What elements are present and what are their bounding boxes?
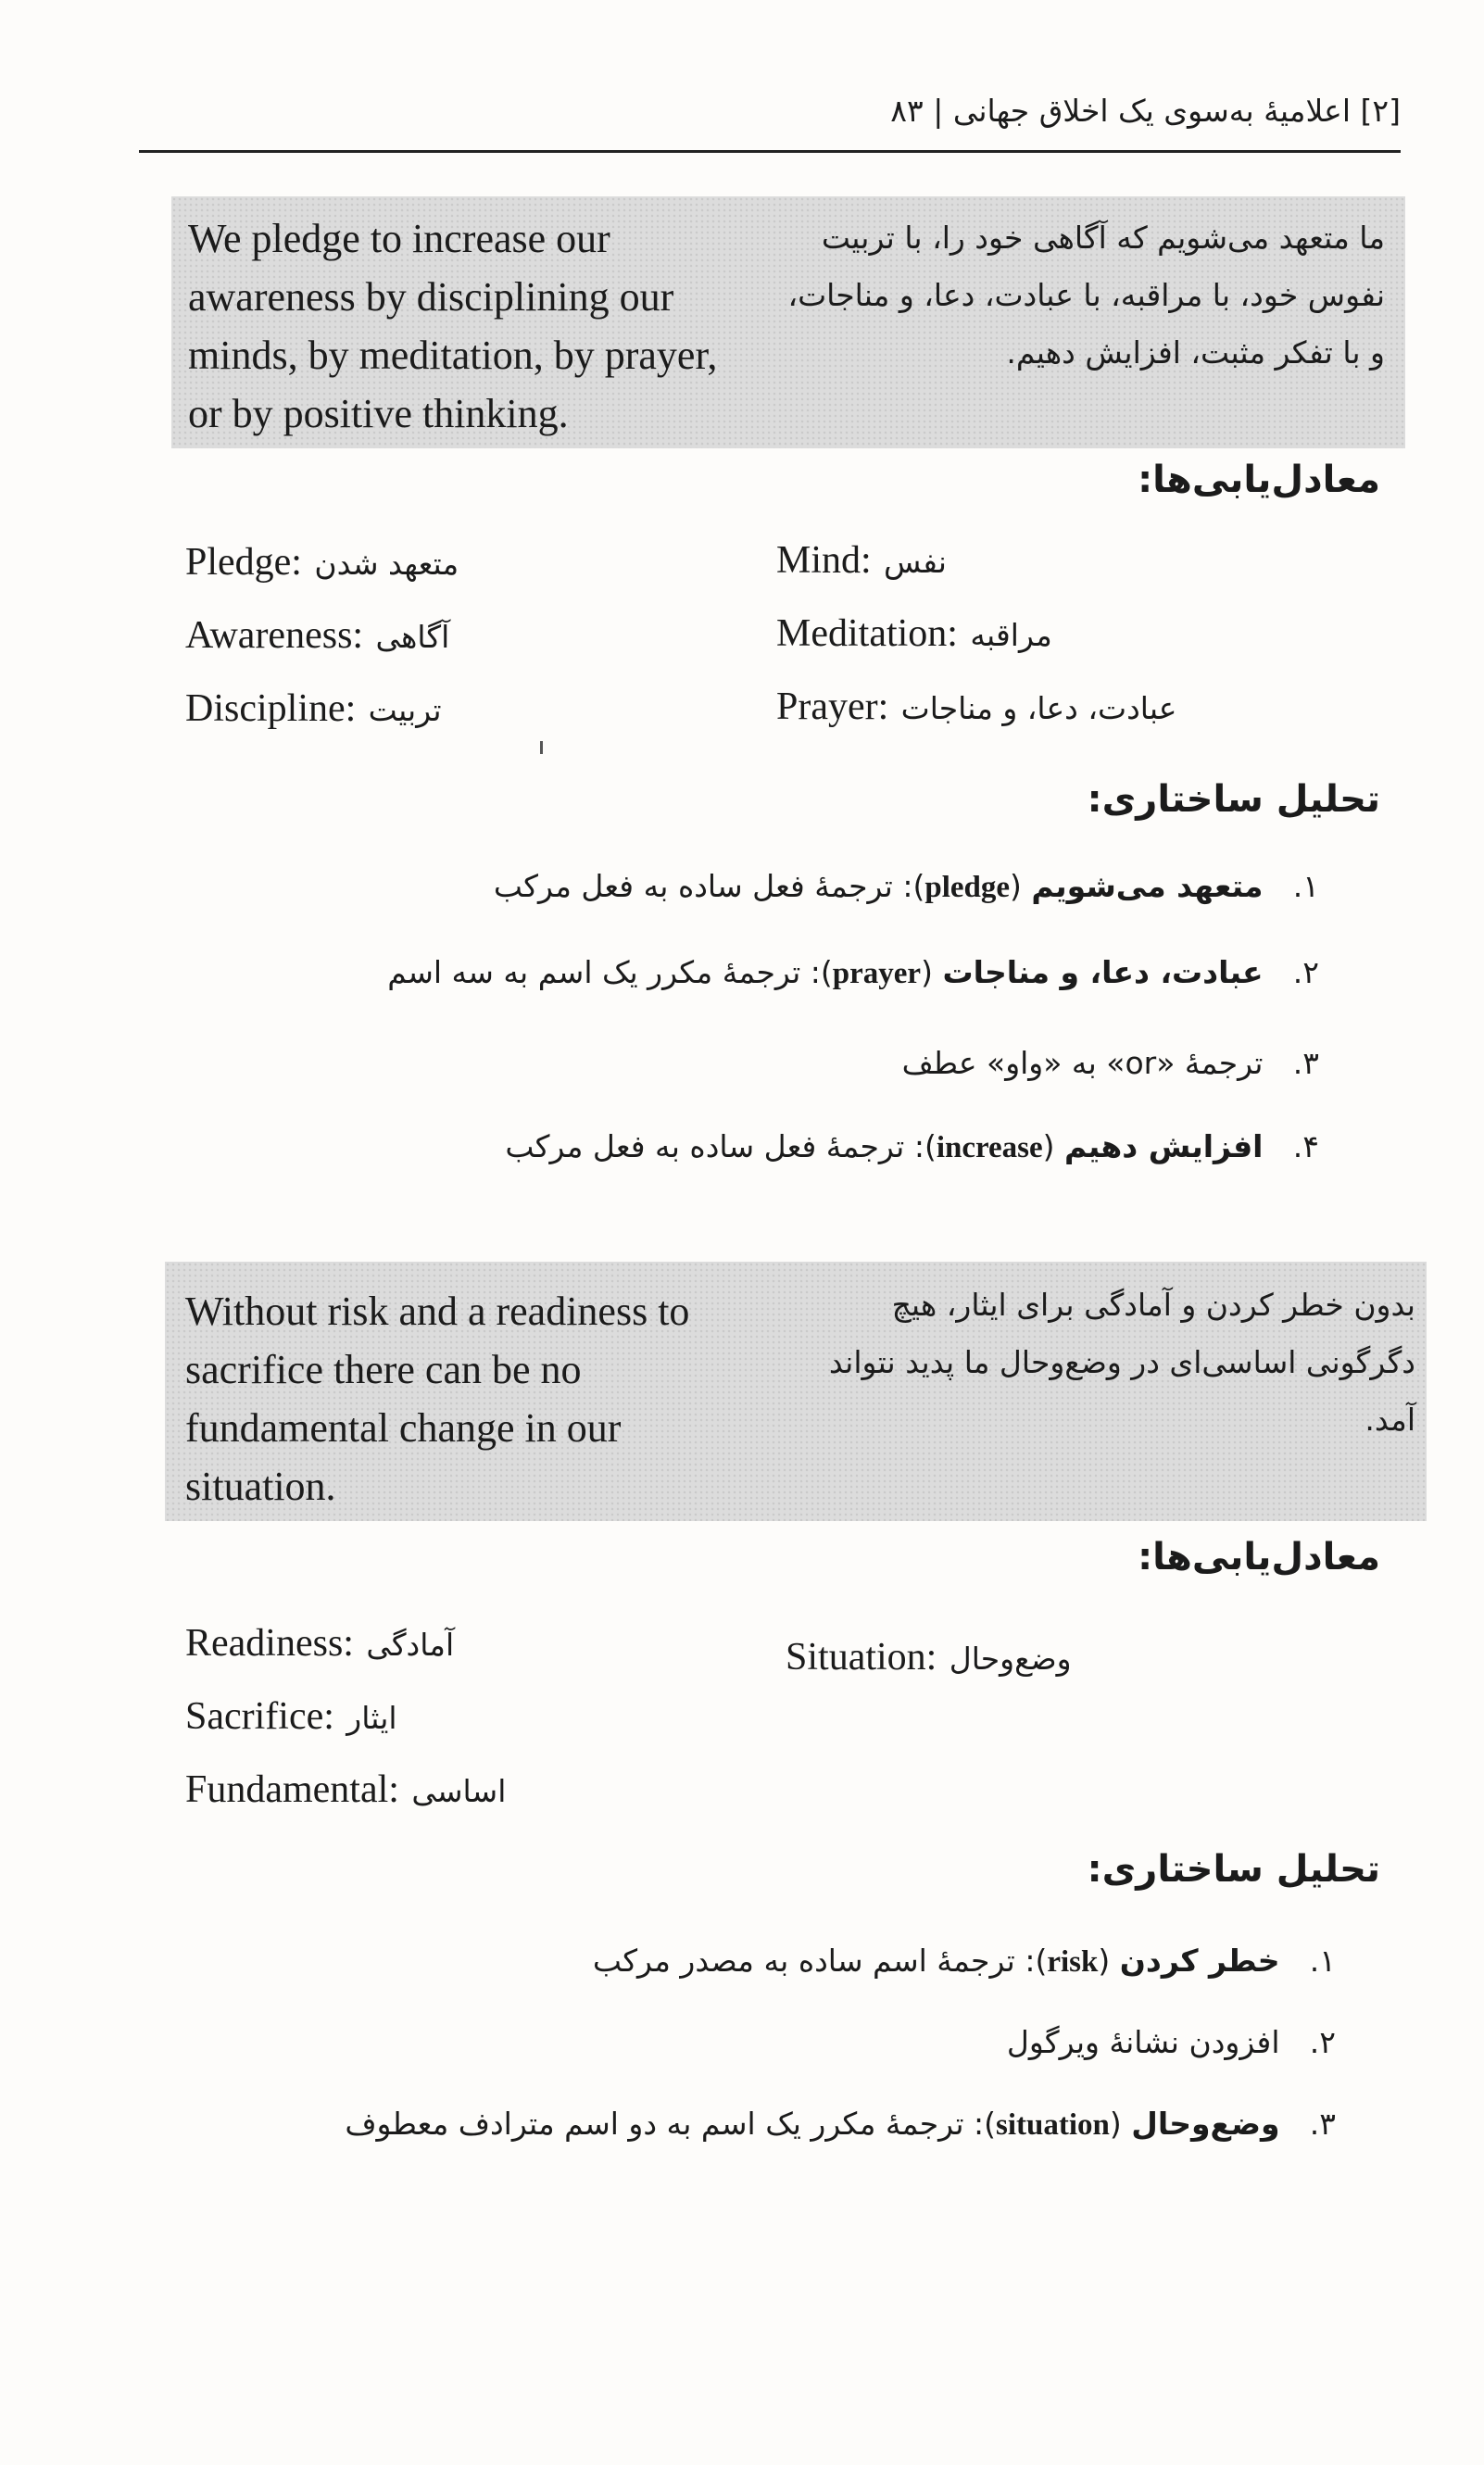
equivalent-translation: اساسی: [411, 1773, 507, 1809]
item-number: ۲.: [1292, 954, 1319, 990]
analysis-title: تحلیل ساختاری:: [1087, 1848, 1380, 1891]
item-english: increase: [936, 1131, 1043, 1164]
item-english: pledge: [924, 871, 1011, 904]
equivalent-translation: آمادگی: [366, 1627, 455, 1663]
equivalent-term: Sacrifice:: [185, 1695, 334, 1738]
item-description: افزودن نشانهٔ ویرگول: [1006, 2024, 1280, 2060]
analysis-item: ۲. عبادت، دعا، و مناجات (prayer): ترجمهٔ مکرر یک اسم به سه اسم: [387, 954, 1319, 990]
equivalent-translation: ایثار: [346, 1700, 397, 1736]
item-description: ترجمهٔ «or» به «واو» عطف: [901, 1045, 1264, 1081]
header-rule: [139, 150, 1401, 153]
equivalent-row: [185, 1607, 778, 1680]
item-english: risk: [1047, 1945, 1099, 1979]
item-english: situation: [995, 2108, 1110, 2142]
quote-english: We pledge to increase our awareness by disciplining our minds, by meditation, by prayer, or by positive thinking.: [188, 216, 718, 436]
equivalent-term: Mind:: [776, 539, 872, 582]
quote-persian: بدون خطر کردن و آمادگی برای ایثار، هیچ دگرگونی اساسی‌ای در وضع‌وحال ما پدید نتواند آمد.: [828, 1287, 1415, 1438]
equivalents-right: [776, 524, 1369, 744]
equivalent-term: Pledge:: [185, 541, 302, 584]
analysis-item: ۱. خطر کردن (risk): ترجمهٔ اسم ساده به مصدر مرکب: [592, 1943, 1336, 1979]
item-english: prayer: [832, 957, 922, 990]
item-description: : ترجمهٔ مکرر یک اسم به دو اسم مترادف معطوف: [345, 2106, 985, 2142]
running-header: [۲] اعلامیهٔ به‌سوی یک اخلاق جهانی | ۸۳: [890, 93, 1401, 129]
item-term: عبادت، دعا، و مناجات: [942, 954, 1264, 990]
equivalent-row: [185, 1680, 778, 1754]
item-number: ۳.: [1292, 1045, 1319, 1081]
equivalent-row: [185, 1754, 778, 1827]
item-number: ۴.: [1292, 1128, 1319, 1164]
analysis-title: تحلیل ساختاری:: [1087, 778, 1380, 821]
quote-box: [165, 1262, 1427, 1521]
quote-english: Without risk and a readiness to sacrifice there can be no fundamental change in our situation.: [185, 1289, 690, 1509]
equivalent-translation: وضع‌وحال: [949, 1641, 1072, 1677]
equivalent-row: [786, 1621, 1378, 1694]
equivalent-term: Readiness:: [185, 1622, 354, 1665]
equivalent-row: [776, 671, 1369, 744]
equivalent-row: [185, 599, 760, 673]
item-description: : ترجمهٔ مکرر یک اسم به سه اسم: [387, 954, 821, 990]
equivalent-term: Meditation:: [776, 612, 958, 655]
equivalent-term: Situation:: [786, 1636, 937, 1679]
quote-box: [171, 196, 1405, 448]
item-term: خطر کردن: [1119, 1943, 1280, 1979]
analysis-item: [300, 1045, 1319, 1081]
equivalent-row: [185, 673, 760, 746]
equivalent-term: Discipline:: [185, 687, 357, 730]
item-description: : ترجمهٔ فعل ساده به فعل مرکب: [505, 1128, 924, 1164]
equivalent-row: [776, 597, 1369, 671]
equivalent-translation: آگاهی: [375, 619, 450, 655]
item-term: افزایش دهیم: [1064, 1128, 1264, 1164]
equivalents-left: [185, 526, 760, 746]
equivalents-right: [786, 1621, 1378, 1694]
equivalent-term: Awareness:: [185, 614, 364, 657]
analysis-item: [317, 2024, 1336, 2060]
equivalents-title: معادل‌یابی‌ها:: [1138, 459, 1380, 501]
equivalent-term: Prayer:: [776, 685, 889, 728]
item-description: : ترجمهٔ فعل ساده به فعل مرکب: [493, 868, 913, 904]
equivalent-row: [776, 524, 1369, 597]
item-term: متعهد می‌شویم: [1031, 868, 1264, 904]
equivalents-title: معادل‌یابی‌ها:: [1138, 1536, 1380, 1578]
item-description: : ترجمهٔ اسم ساده به مصدر مرکب: [592, 1943, 1036, 1979]
item-number: ۱.: [1309, 1943, 1336, 1979]
quote-persian: ما متعهد می‌شویم که آگاهی خود را، با تربیت نفوس خود، با مراقبه، با عبادت، دعا، و مناجات، و با تفکر مثبت، افزایش دهیم.: [787, 220, 1385, 371]
analysis-item: ۳. وضع‌وحال (situation): ترجمهٔ مکرر یک اسم به دو اسم مترادف معطوف: [345, 2106, 1336, 2142]
stray-mark: [540, 741, 543, 754]
equivalent-term: Fundamental:: [185, 1768, 399, 1811]
item-number: ۳.: [1309, 2106, 1336, 2142]
equivalent-translation: مراقبه: [970, 617, 1052, 653]
equivalents-left: [185, 1607, 778, 1827]
analysis-item: ۴. افزایش دهیم (increase): ترجمهٔ فعل ساده به فعل مرکب: [505, 1128, 1319, 1164]
equivalent-row: [185, 526, 760, 599]
analysis-item: ۱. متعهد می‌شویم (pledge): ترجمهٔ فعل ساده به فعل مرکب: [493, 868, 1319, 904]
item-number: ۲.: [1309, 2024, 1336, 2060]
item-number: ۱.: [1292, 868, 1319, 904]
equivalent-translation: متعهد شدن: [314, 546, 459, 582]
equivalent-translation: تربیت: [368, 692, 442, 728]
equivalent-translation: نفس: [884, 544, 947, 580]
item-term: وضع‌وحال: [1131, 2106, 1280, 2142]
equivalent-translation: عبادت، دعا، و مناجات: [900, 690, 1177, 726]
